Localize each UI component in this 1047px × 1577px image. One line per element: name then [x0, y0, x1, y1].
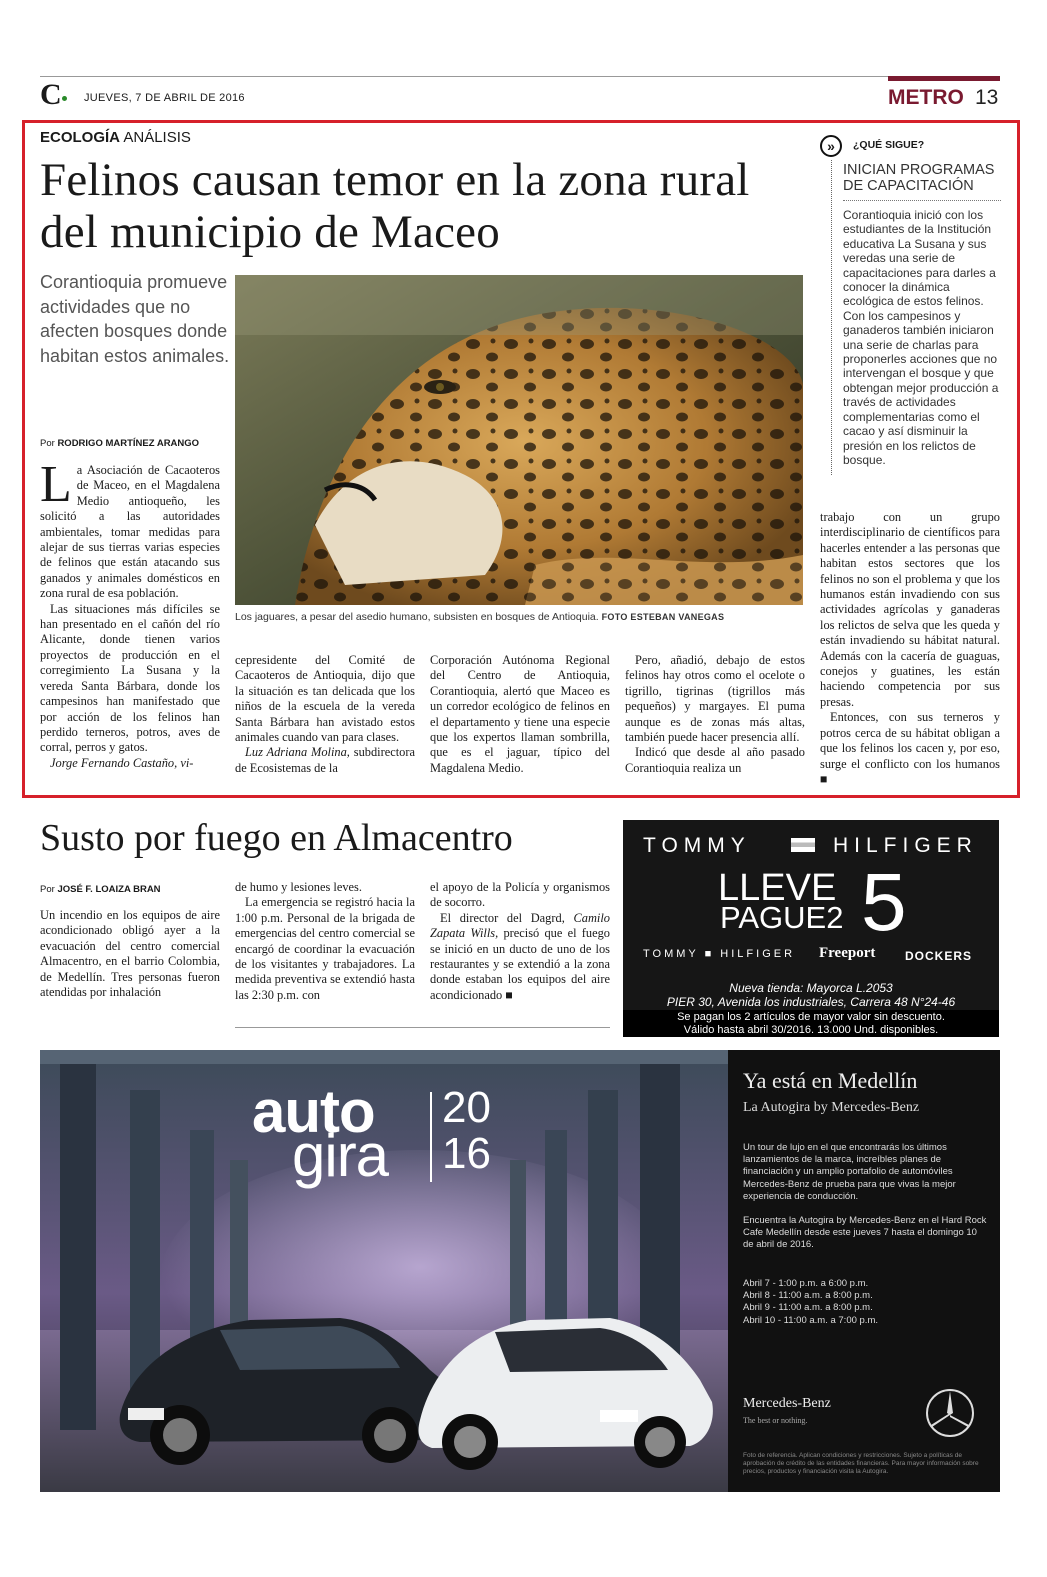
article-column-2	[235, 653, 415, 776]
sidebar-paragraph: Corantioquia inició con los estudiantes de la Institución educativa La Susana y sus veredas una serie de capacitaciones para darles a conocer la dinámica ecológica de estos felinos.	[843, 208, 996, 309]
logo-dot	[62, 96, 67, 101]
issue-date: JUEVES, 7 DE ABRIL DE 2016	[84, 92, 245, 104]
ad-subtitle: La Autogira by Mercedes-Benz	[743, 1100, 920, 1115]
article2-column-3	[430, 880, 610, 1003]
ad-freeport-logo: Freeport	[819, 945, 876, 961]
article-column-4	[625, 653, 805, 776]
paragraph: Pero, añadió, debajo de estos felinos hay otros como el ocelote o tigrillo, tigrinas (tigrillos más pequeños) y margayes. El puma aunque es de zonas más altas, también puede hacer presencia allí.	[625, 653, 805, 745]
article-headline: Felinos causan temor en la zona rural del municipio de Maceo	[40, 154, 750, 258]
jaguar-photo	[235, 275, 803, 605]
promo-line: Válido hasta abril 30/2016. 13.000 Und. disponibles.	[683, 1023, 939, 1036]
ad-brand-left: TOMMY	[643, 834, 751, 857]
schedule-item: Abril 9 - 11:00 a.m. a 8:00 p.m.	[743, 1302, 873, 1314]
flag-icon	[791, 838, 815, 852]
ad-garage-image	[40, 1050, 728, 1492]
paragraph-lead: El director del Dagrd,	[440, 910, 565, 925]
article-kicker	[40, 129, 191, 146]
logo-gira: gira	[292, 1122, 389, 1189]
article-byline	[40, 438, 199, 449]
mercedes-star-icon	[924, 1387, 976, 1439]
schedule-item: Abril 8 - 11:00 a.m. a 8:00 p.m.	[743, 1290, 873, 1302]
chevron-right-icon: »	[820, 135, 842, 157]
paragraph: cepresidente del Comité de Cacaoteros de Antioquia, dijo que la situación es tan delicada que los niños de la escuela de la vereda Santa Bárbara han avistado estos animales cuando van para clases.	[235, 653, 415, 745]
paragraph: Un incendio en los equipos de aire acondicionado obligó ayer a la evacuación del centro comercial Almacentro, en el barrio Colombia, de Medellín. Tres personas fueron atendidas por inhalación	[40, 908, 220, 1000]
article2-column-1	[40, 908, 220, 1000]
quoted-name: Camilo Zapata Wills,	[430, 910, 610, 941]
ad-tommy-logo: TOMMY ■ HILFIGER	[643, 948, 796, 960]
sidebar-divider	[831, 160, 833, 475]
logo-year-bottom: 16	[442, 1129, 491, 1178]
schedule-item: Abril 10 - 11:00 a.m. a 7:00 p.m.	[743, 1314, 879, 1326]
mercedes-autogira-ad	[40, 1050, 1000, 1492]
ad-title: Ya está en Medellín	[743, 1068, 918, 1093]
article2-byline	[40, 884, 161, 895]
ad-dockers-logo: DOCKERS	[905, 949, 973, 963]
paragraph: a Asociación de Cacaoteros de Maceo, en el Magdalena Medio antioqueño, les solicitó a las autoridades ambientales, tomar medidas para alejar de sus tierras varias especies de felinos que están atacando sus ganados y animales domésticos en zona rural de esa población.	[40, 463, 220, 601]
ad-pague-number: 2	[826, 900, 844, 935]
article-column-5	[820, 510, 1000, 787]
newspaper-logo: C	[40, 78, 62, 111]
ad-legal: Foto de referencia. Aplican condiciones y restricciones. Sujeto a políticas de aprobación de crédito de las entidades financieras. Para mayor información sobre precios, productos y financiación visita la Autogira.	[743, 1452, 979, 1475]
ad-store: Nueva tienda: Mayorca L.2053	[729, 981, 893, 995]
sidebar-title: INICIAN PROGRAMAS DE CAPACITACIÓN	[843, 162, 995, 194]
paragraph: Entonces, con sus terneros y potros cerca de su hábitat obligan a que los felinos los cacen y, por eso, surge el conflicto con los humanos ■	[820, 710, 1000, 786]
byline-author: JOSÉ F. LOAIZA BRAN	[57, 884, 161, 895]
byline-author: RODRIGO MARTÍNEZ ARANGO	[57, 438, 200, 449]
byline-prefix: Por	[40, 884, 55, 895]
header-rule	[40, 76, 1000, 77]
ad-brand-right: HILFIGER	[833, 834, 978, 857]
photo-caption	[235, 611, 803, 623]
ad-pague	[720, 900, 844, 935]
sidebar-body	[843, 208, 1001, 467]
quoted-name: Luz Adriana Molina,	[245, 745, 350, 760]
ad-promo-terms	[623, 1010, 999, 1037]
schedule-item: Abril 7 - 1:00 p.m. a 6:00 p.m.	[743, 1278, 869, 1289]
sidebar-separator	[843, 200, 1001, 201]
section-name: METRO	[888, 86, 964, 109]
paragraph: Corporación Autónoma Regional del Centro de Antioquia, Corantioquia, alertó que Maceo es un corredor ecológico de felinos en el departamento y tiene una especie que los expertos llaman sombrilla, que es el jaguar, típico del Magdalena Medio.	[430, 653, 610, 775]
paragraph: trabajo con un grupo interdisciplinario de científicos para hacerles entender a las personas que habitan estos sectores que los felinos no son el problema y que los humanos están invadiendo con sus actividades agrícolas y ganaderas los relictos de selva que les queda y están invadiendo su hábitat natural. Además con la cacería de guaguas, conejos y guatines, les están haciendo competencia por sus presas.	[820, 510, 1000, 709]
article2-end-rule	[235, 1027, 610, 1028]
paragraph: Las situaciones más difíciles se han presentado en el cañón del río Alicante, donde tienen varios proyectos de producción en el corregimiento La Susana y la vereda Santa Bárbara, donde los campesinos han manifestado que por acción de los felinos han perdido terneros, potros, aves de corral, perros y gatos.	[40, 601, 220, 755]
page-number: 13	[975, 86, 999, 109]
byline-prefix: Por	[40, 438, 55, 449]
promo-line: Se pagan los 2 artículos de mayor valor sin descuento.	[677, 1011, 945, 1023]
article-standfirst: Corantioquia promueve actividades que no afecten bosques donde habitan estos animales.	[40, 272, 230, 366]
caption-credit: FOTO ESTEBAN VANEGAS	[601, 612, 725, 622]
caption-text: Los jaguares, a pesar del asedio humano, subsisten en bosques de Antioquia.	[235, 611, 599, 623]
tommy-hilfiger-ad	[623, 820, 999, 1036]
paragraph: el apoyo de la Policía y organismos de socorro.	[430, 880, 610, 910]
kicker-type: ANÁLISIS	[123, 129, 191, 146]
ad-tagline: The best or nothing.	[743, 1416, 808, 1425]
ad-schedule	[743, 1278, 988, 1327]
paragraph: de humo y lesiones leves.	[235, 880, 362, 894]
article-column-1	[40, 456, 220, 771]
ad-paragraph: Encuentra la Autogira by Mercedes-Benz en el Hard Rock Cafe Medellín desde este jueves 7 hasta el domingo 10 de abril de 2016.	[743, 1215, 987, 1251]
logo-divider	[430, 1092, 432, 1182]
paragraph: La emergencia se registró hacia la 1:00 p.m. Personal de la brigada de emergencias del centro comercial se encargó de coordinar la evacuación de los visitantes y trabajadores. La medida preventiva se extendió hasta las 2:30 p.m. con	[235, 895, 415, 1002]
logo-year-top: 20	[442, 1083, 491, 1132]
section-color-bar	[888, 76, 1000, 81]
paragraph: precisó que el fuego se inició en un ducto de uno de los restaurantes y se extendió a la zona donde estaban los equipos del aire acondicionado ■	[430, 926, 610, 1002]
ad-lleve-number: 5	[861, 857, 907, 948]
logo-auto: auto	[252, 1078, 375, 1145]
ad-paragraph: Un tour de lujo en el que encontrarás los últimos lanzamientos de la marca, increíbles planes de financiación y un amplio portafolio de automóviles Mercedes-Benz de prueba para que vivas la mejor experiencia de conducción.	[743, 1142, 956, 1202]
ad-brand: Mercedes-Benz	[743, 1396, 831, 1411]
kicker-section: ECOLOGÍA	[40, 129, 121, 146]
ad-pague-label: PAGUE	[720, 900, 827, 935]
ad-text-panel	[728, 1050, 1000, 1492]
article-column-3	[430, 653, 610, 776]
ad-address: PIER 30, Avenida los industriales, Carrera 48 N°24-46	[666, 995, 956, 1009]
sidebar-label: ¿QUÉ SIGUE?	[853, 139, 925, 151]
ad-lleve: LLEVE	[718, 867, 837, 909]
drop-cap: L	[40, 456, 72, 513]
paragraph: Jorge Fernando Castaño, vi-	[50, 755, 194, 770]
paragraph: subdirectora de Ecosistemas de la	[235, 745, 415, 775]
article2-column-2	[235, 880, 415, 1003]
article2-headline: Susto por fuego en Almacentro	[40, 817, 513, 859]
sidebar-paragraph: Con los campesinos y ganaderos también iniciaron una serie de charlas para proponerles acciones que no intervengan el bosque y que obtengan mejor producción a través de actividades complementarias como el cacao y así disminuir la presión en los relictos de bosque.	[843, 308, 999, 467]
paragraph: Indicó que desde al año pasado Corantioquia realiza un	[625, 745, 805, 775]
